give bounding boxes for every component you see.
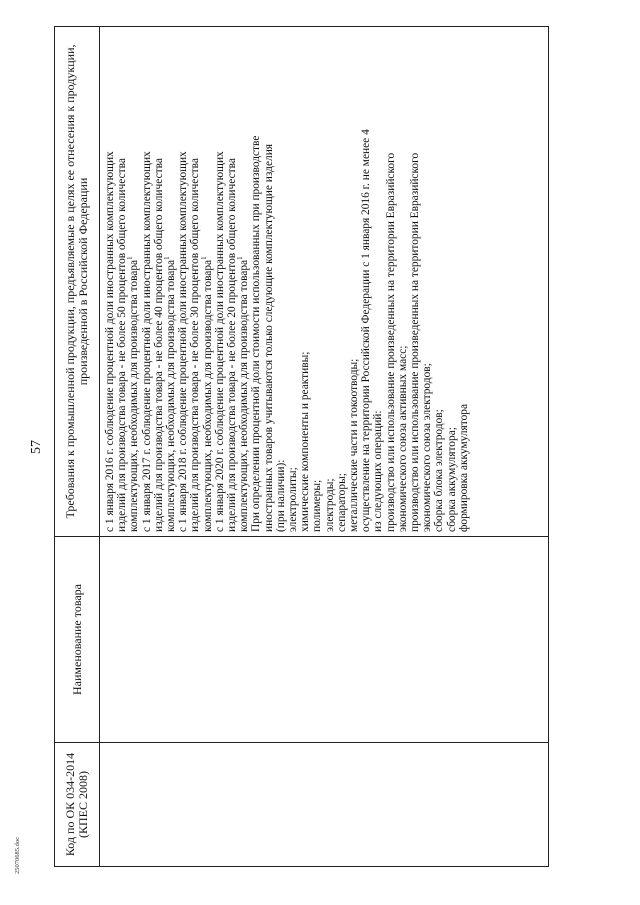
document-id: 25070685.doc (14, 836, 21, 874)
cell-requirements (100, 27, 549, 537)
requirement-line-text: из следующих операций: (372, 410, 385, 532)
requirement-line (324, 31, 336, 532)
requirement-line-text: комплектующих, необходимых для производства товара (128, 259, 141, 532)
requirement-line (177, 31, 189, 532)
requirement-line-text: металлические части и токоотводы; (348, 358, 361, 532)
requirement-line-text: электроды; (323, 478, 336, 532)
requirement-line-text: экономического союза активных масс; (396, 345, 409, 532)
requirement-line (165, 31, 177, 532)
requirement-line (385, 31, 397, 532)
requirement-line (250, 31, 262, 532)
requirement-line (104, 31, 116, 532)
requirement-line-text: При определении процентной доли стоимости использованных при производстве (250, 135, 263, 532)
requirement-line (446, 31, 458, 532)
requirement-line-text: изделий для производства товара - не более 40 процентов общего количества (152, 158, 165, 532)
footnote-marker: 1 (236, 256, 245, 260)
page-number: 57 (29, 440, 44, 454)
requirement-line (397, 31, 409, 532)
header-name: Наименование товара (55, 537, 100, 743)
table-header-row (55, 27, 100, 867)
table-row (100, 27, 549, 867)
requirement-line (336, 31, 348, 532)
requirement-line-text: производство или использование произведенных на территории Евразийского (384, 152, 397, 532)
requirement-line (199, 31, 214, 532)
requirement-line-text: химические компоненты и реактивы; (299, 351, 312, 532)
requirement-line (348, 31, 360, 532)
requirement-line (421, 31, 433, 532)
requirement-line-text: с 1 января 2016 г. соблюдение процентной доли иностранных комплектующих (104, 151, 116, 532)
requirement-line-text: изделий для производства товара - не более 20 процентов общего количества (226, 158, 239, 532)
requirement-line (238, 31, 250, 532)
rotated-sheet (20, 27, 540, 867)
requirement-line-text: изделий для производства товара - не более 30 процентов общего количества (189, 158, 202, 532)
requirement-line-text: экономического союза электродов; (421, 363, 434, 532)
requirement-line-text: комплектующих, необходимых для производства товара (201, 259, 214, 532)
requirement-line (153, 31, 165, 532)
requirements-table (54, 26, 549, 867)
requirement-line (116, 31, 128, 532)
header-requirements: Требования к промышленной продукции, предъявляемые в целях ее отнесения к продукции, произведенной в Российской Федерации (55, 27, 100, 537)
requirement-line-text: с 1 января 2017 г. соблюдение процентной доли иностранных комплектующих (140, 151, 153, 532)
requirement-line-text: сборка аккумулятора; (445, 427, 458, 532)
requirement-line (299, 31, 311, 532)
requirement-line-text: (при наличии): (274, 459, 287, 532)
requirement-line (226, 31, 238, 532)
requirement-line (458, 31, 470, 532)
requirement-line (287, 31, 299, 532)
requirement-line (433, 31, 445, 532)
requirement-line-text: комплектующих, необходимых для производства товара (165, 259, 178, 532)
requirement-line (275, 31, 287, 532)
requirement-line (311, 31, 323, 532)
requirement-line-text: изделий для производства товара - не более 50 процентов общего количества (116, 158, 129, 532)
requirement-line (360, 31, 372, 532)
requirement-line-text: электролиты; (287, 467, 300, 532)
requirement-line-text: с 1 января 2018 г. соблюдение процентной доли иностранных комплектующих (177, 151, 190, 532)
requirement-line (214, 31, 226, 532)
requirement-line (409, 31, 421, 532)
footnote-marker: 1 (163, 256, 172, 260)
cell-name (100, 537, 549, 743)
requirement-line-text: осуществление на территории Российской Федерации с 1 января 2016 г. не менее 4 (360, 129, 373, 532)
requirement-line (128, 31, 140, 532)
requirement-line-text: иностранных товаров учитываются только следующие комплектующие изделия (262, 143, 275, 532)
requirement-line-text: сборка блока электродов; (433, 409, 446, 532)
footnote-marker: 1 (199, 256, 208, 260)
cell-code (100, 743, 549, 867)
requirement-line (141, 31, 153, 532)
requirement-line-text: полимеры; (311, 479, 324, 532)
requirement-line (372, 31, 384, 532)
requirement-line (189, 31, 201, 532)
header-code: Код по ОК 034-2014 (КПЕС 2008) (55, 743, 100, 867)
requirement-line-text: формировка аккумулятора (457, 403, 470, 532)
requirement-line-text: сепараторы; (335, 473, 348, 532)
requirement-line-text: производство или использование произведенных на территории Евразийского (409, 152, 422, 532)
footnote-marker: 1 (126, 256, 135, 260)
requirement-line-text: комплектующих, необходимых для производства товара (238, 259, 251, 532)
requirement-line (263, 31, 275, 532)
requirements-text (104, 31, 470, 532)
requirement-line-text: с 1 января 2020 г. соблюдение процентной доли иностранных комплектующих (213, 151, 226, 532)
